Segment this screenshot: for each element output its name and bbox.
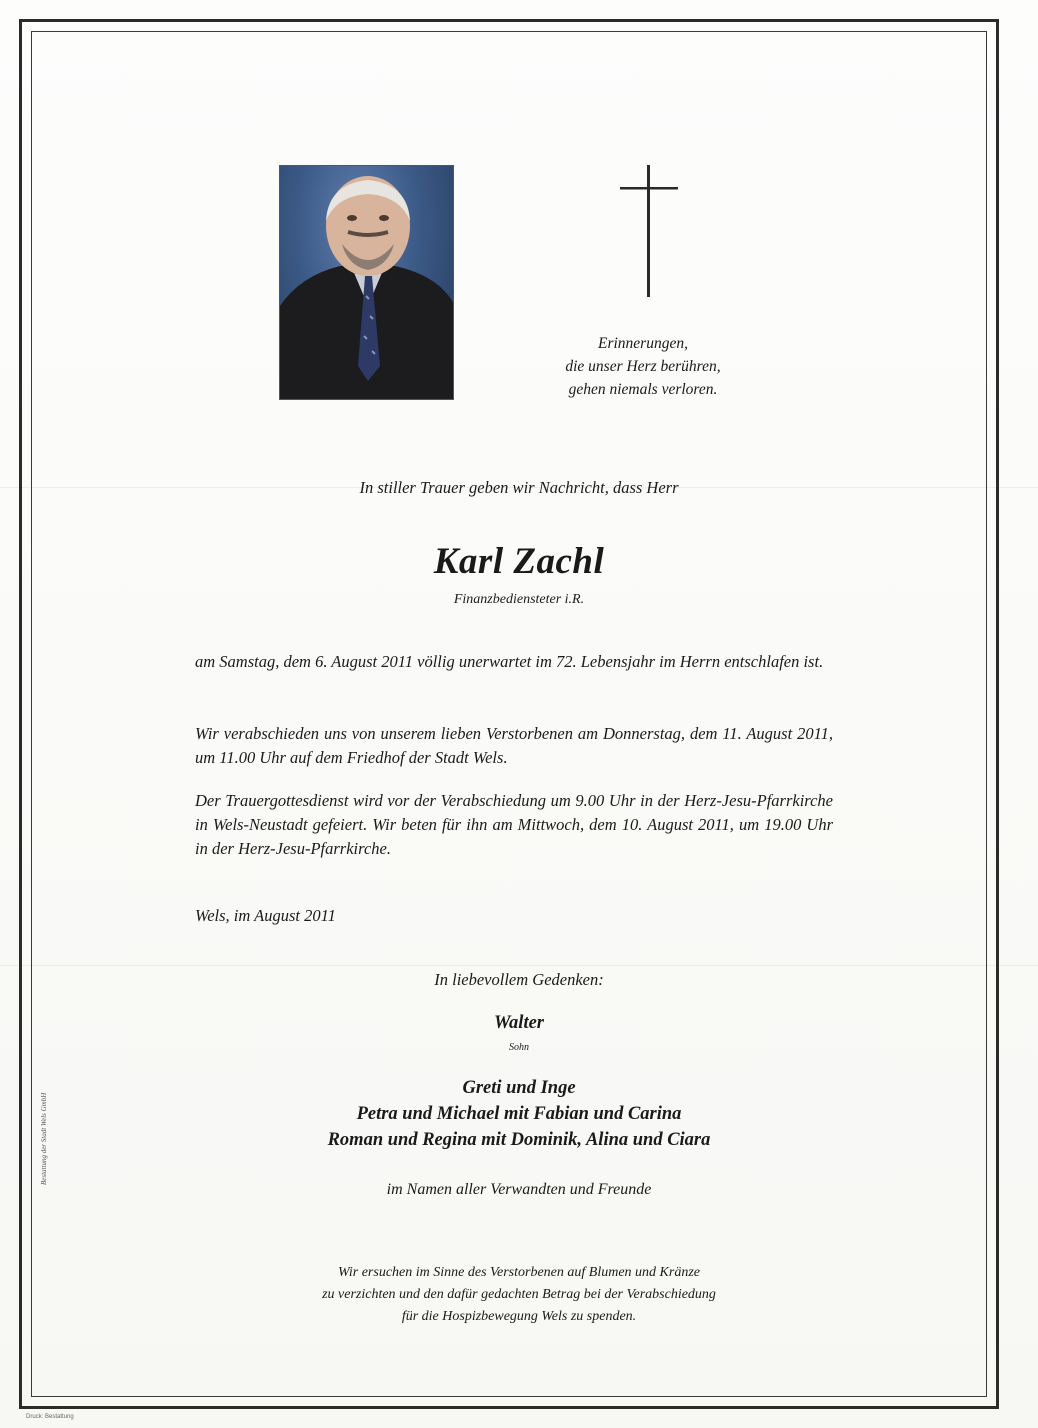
- donation-request-line: für die Hospizbewegung Wels zu spenden.: [401, 1309, 637, 1324]
- family-line: Roman und Regina mit Dominik, Alina und Ciara: [327, 1130, 711, 1150]
- verse-line: die unser Herz berühren,: [565, 358, 721, 375]
- deceased-name: Karl Zachl: [433, 541, 605, 582]
- portrait-photo: [279, 165, 454, 400]
- son-relation: Sohn: [509, 1042, 529, 1053]
- donation-request-line: Wir ersuchen im Sinne des Verstorbenen auf Blumen und Kränze: [337, 1265, 700, 1280]
- on-behalf-line: im Namen aller Verwandten und Freunde: [386, 1181, 652, 1198]
- family-line: Greti und Inge: [462, 1078, 576, 1098]
- farewell-paragraph: Wir verabschieden uns von unserem lieben Verstorbenen am Donnerstag, dem 11. August 2011, um 11.00 Uhr auf dem Friedhof der Stadt Wels.: [195, 724, 833, 767]
- announcement-intro: In stiller Trauer geben wir Nachricht, dass Herr: [359, 478, 679, 497]
- son-name: Walter: [493, 1013, 545, 1033]
- verse-line: gehen niemals verloren.: [568, 381, 718, 398]
- donation-request-line: zu verzichten und den dafür gedachten Betrag bei der Verabschiedung: [322, 1287, 716, 1302]
- print-note: Druck: Bestattung: [26, 1414, 74, 1420]
- deceased-title: Finanzbediensteter i.R.: [453, 592, 585, 607]
- death-notice-paragraph: am Samstag, dem 6. August 2011 völlig unerwartet im 72. Lebensjahr im Herrn entschlafen ist.: [195, 652, 824, 671]
- funeral-home-note: Bestattung der Stadt Wels GmbH: [40, 1092, 48, 1185]
- verse-line: Erinnerungen,: [598, 335, 688, 352]
- cross-icon: [620, 165, 678, 297]
- service-paragraph: Der Trauergottesdienst wird vor der Verabschiedung um 9.00 Uhr in der Herz-Jesu-Pfarrkirche in Wels-Neustadt gefeiert. Wir beten für ihn am Mittwoch, dem 10. August 2011, um 19.00 Uhr in der Herz-Jesu-Pfarrkirche.: [195, 791, 833, 858]
- mourners-heading: In liebevollem Gedenken:: [434, 970, 604, 989]
- family-line: Petra und Michael mit Fabian und Carina: [356, 1104, 682, 1124]
- place-date: Wels, im August 2011: [195, 906, 336, 925]
- memorial-verse: [508, 332, 778, 401]
